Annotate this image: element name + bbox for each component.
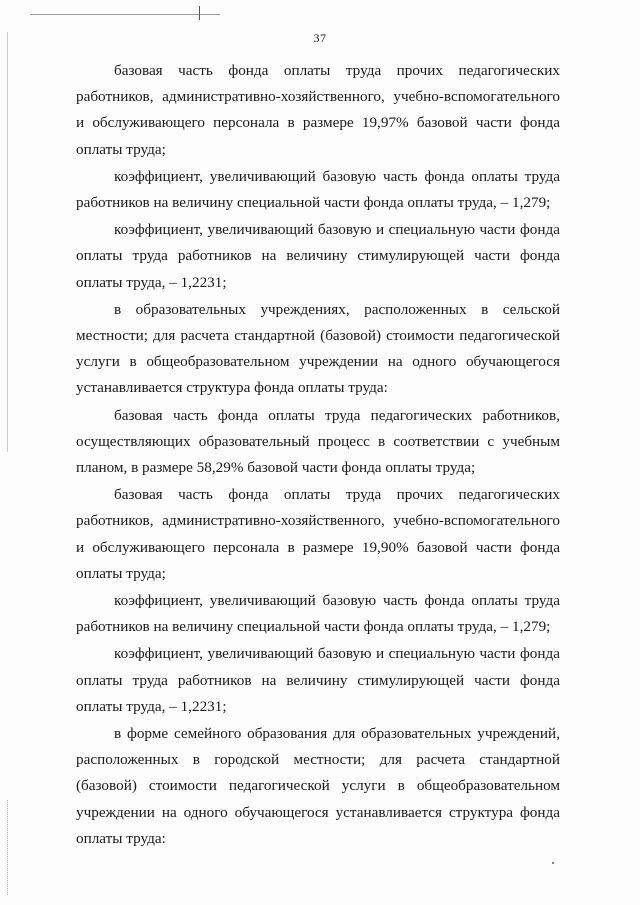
scan-margin-line — [7, 32, 8, 452]
paragraph-base-other-staff-19-97: базовая часть фонда оплаты труда прочих педагогических работников, административно-хозяйственного, учебно-вспомогательного и обслуживающего персонала в размере 19,97% базовой части фонда оплаты труда; — [76, 62, 560, 158]
paragraph-stimulating-coefficient: коэффициент, увеличивающий базовую и специальную части фонда оплаты труда работников на величину стимулирующей части фонда оплаты труда, – 1,2231; — [76, 221, 560, 291]
header-rule — [30, 14, 220, 15]
paragraph-base-teaching-staff-58-29: базовая часть фонда оплаты труда педагогических работников, осуществляющих образовательный процесс в соответствии с учебным планом, в размере 58,29% базовой части фонда оплаты труда; — [76, 406, 560, 477]
page-number: 37 — [313, 31, 327, 45]
paragraph-special-coefficient-rural: коэффициент, увеличивающий базовую часть фонда оплаты труда работников на величину специальной части фонда оплаты труда, – 1,279; — [76, 592, 560, 636]
scan-speck — [552, 862, 554, 864]
paragraph-family-education-intro: в форме семейного образования для образовательных учреждений, расположенных в городской местности; для расчета стандартной (базовой) стоимости педагогической услуги в общеобразовательном учреждении на одного обучающегося устанавливается структура фонда оплаты труда: — [76, 725, 560, 847]
paragraph-stimulating-coefficient-rural: коэффициент, увеличивающий базовую и специальную части фонда оплаты труда работников на величину стимулирующей части фонда оплаты труда, – 1,2231; — [76, 645, 560, 715]
paragraph-base-other-staff-19-90: базовая часть фонда оплаты труда прочих педагогических работников, административно-хозяйственного, учебно-вспомогательного и обслуживающего персонала в размере 19,90% базовой части фонда оплаты труда; — [76, 486, 560, 582]
paragraph-special-coefficient: коэффициент, увеличивающий базовую часть фонда оплаты труда работников на величину специальной части фонда оплаты труда, – 1,279; — [76, 167, 560, 212]
header-tick-mark — [199, 6, 200, 20]
document-body — [76, 58, 560, 853]
paragraph-rural-schools-intro: в образовательных учреждениях, расположенных в сельской местности; для расчета стандартной (базовой) стоимости педагогической услуги в общеобразовательном учреждении на одного обучающегося устанавливается структура фонда оплаты труда: — [76, 300, 560, 397]
scan-margin-dots — [7, 800, 9, 895]
